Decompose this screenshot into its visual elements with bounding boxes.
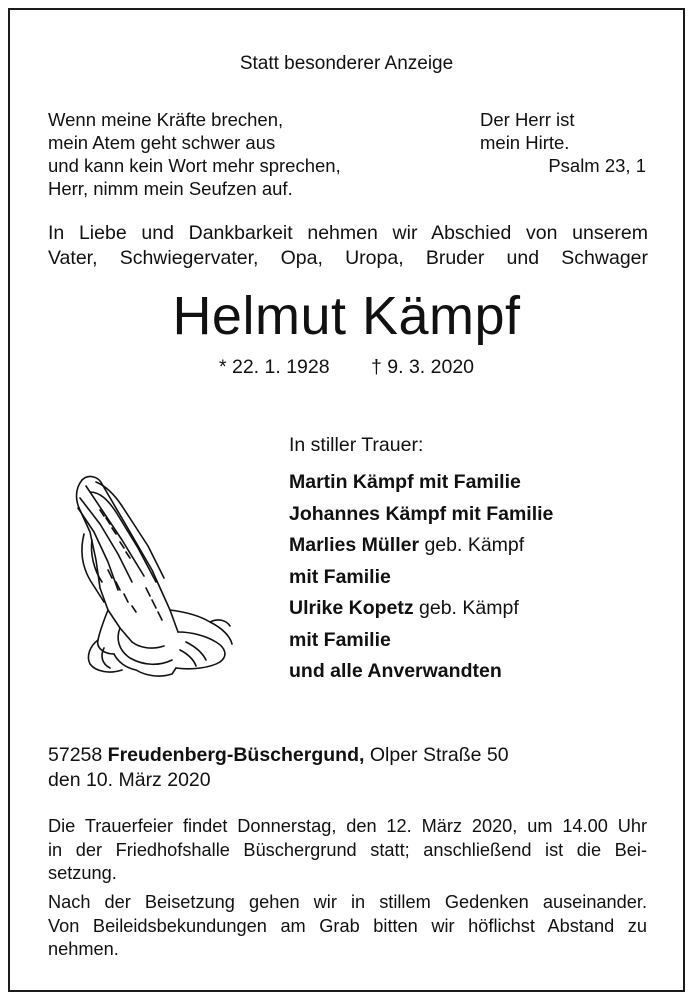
notice-line: nehmen. xyxy=(48,939,119,959)
psalm-reference: Psalm 23, 1 xyxy=(548,155,646,176)
address-line xyxy=(48,743,509,768)
mourner-family: mit Familie xyxy=(289,628,391,651)
funeral-notice xyxy=(48,815,647,886)
mourner-entry xyxy=(289,593,553,625)
mourner-maiden-name: geb. Kämpf xyxy=(413,597,519,619)
birth-date: * 22. 1. 1928 xyxy=(218,356,330,378)
notice-date: den 10. März 2020 xyxy=(48,769,211,791)
mourner-entry: Martin Kämpf mit Familie xyxy=(289,471,521,493)
intro-text xyxy=(48,221,648,271)
notice-line: setzung. xyxy=(48,863,117,883)
zip-code: 57258 xyxy=(48,744,108,766)
obituary-notice xyxy=(8,8,685,992)
death-date: † 9. 3. 2020 xyxy=(371,356,475,378)
praying-hands-icon xyxy=(60,470,235,685)
notice-line: in der Friedhofshalle Büschergrund statt; anschließend ist die Bei- xyxy=(48,839,647,860)
mourners-lead: In stiller Trauer: xyxy=(289,434,424,456)
verse-poem xyxy=(48,108,341,200)
notice-line: Von Beileidsbekundungen am Grab bitten wir höflichst Abstand zu xyxy=(48,915,647,936)
verse-line: Herr, nimm mein Seufzen auf. xyxy=(48,178,293,199)
life-dates xyxy=(10,356,683,379)
mourner-name: Ulrike Kopetz xyxy=(289,597,414,619)
street: Olper Straße 50 xyxy=(364,744,509,766)
mourner-entry xyxy=(289,530,553,562)
notice-line: Nach der Beisetzung gehen wir in stillem Gedenken auseinander. xyxy=(48,892,647,912)
deceased-name: Helmut Kämpf xyxy=(172,286,521,346)
mourner-entry: und alle Anverwandten xyxy=(289,660,502,682)
psalm-line: Der Herr ist xyxy=(480,109,575,130)
verse-line: mein Atem geht schwer aus xyxy=(48,132,276,153)
condolence-notice xyxy=(48,891,647,962)
town-name: Freudenberg-Büschergund, xyxy=(107,744,365,766)
intro-line: In Liebe und Dankbarkeit nehmen wir Abschied von unserem xyxy=(48,222,648,244)
verse-line: und kann kein Wort mehr sprechen, xyxy=(48,155,341,176)
verse-line: Wenn meine Kräfte brechen, xyxy=(48,109,284,130)
mourner-entry: Johannes Kämpf mit Familie xyxy=(289,502,554,525)
psalm-quote xyxy=(480,108,646,177)
notice-header: Statt besonderer Anzeige xyxy=(239,53,454,74)
mourner-maiden-name: geb. Kämpf xyxy=(419,534,525,556)
mourner-family: mit Familie xyxy=(289,565,391,588)
mourners-list xyxy=(289,434,553,688)
psalm-line: mein Hirte. xyxy=(480,132,570,153)
mourner-name: Marlies Müller xyxy=(289,534,420,556)
intro-line: Vater, Schwiegervater, Opa, Uropa, Bruder und Schwager xyxy=(48,247,648,269)
place-and-date xyxy=(48,743,509,793)
notice-line: Die Trauerfeier findet Donnerstag, den 12. März 2020, um 14.00 Uhr xyxy=(48,816,647,836)
